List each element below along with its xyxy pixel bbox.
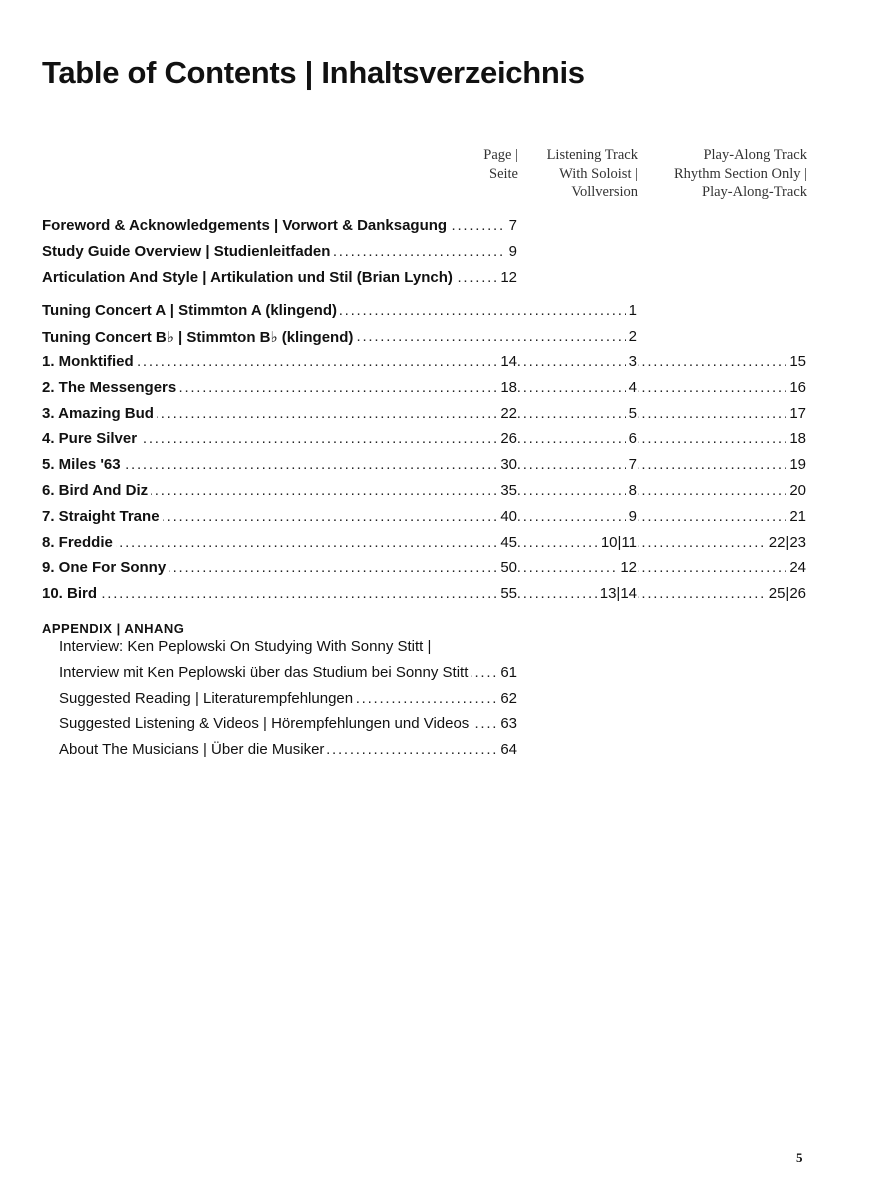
song-entry[interactable] — [0, 405, 872, 431]
song-listening-track: 3 — [626, 353, 638, 370]
song-title: 6. Bird And Diz — [42, 482, 151, 499]
song-title: 1. Monktified — [42, 353, 137, 370]
song-list — [0, 353, 872, 611]
song-playalong-track: 17 — [786, 405, 807, 422]
toc-entry-page: 7 — [506, 217, 518, 234]
song-playalong-track: 16 — [786, 379, 807, 396]
header-listening-line: Vollversion — [571, 184, 638, 200]
appendix-entry-label: Suggested Listening & Videos | Hörempfehlungen und Videos — [59, 715, 472, 732]
song-title: 4. Pure Silver — [42, 430, 140, 447]
toc-entry-page: 9 — [506, 243, 518, 260]
tuning-entry[interactable] — [0, 302, 872, 328]
song-page: 45 — [497, 534, 518, 551]
song-page: 40 — [497, 508, 518, 525]
header-listening-line: Listening Track — [546, 147, 638, 163]
song-page: 14 — [497, 353, 518, 370]
song-page: 22 — [497, 405, 518, 422]
song-page: 35 — [497, 482, 518, 499]
header-playalong-line: Play-Along Track — [703, 147, 807, 163]
song-entry[interactable] — [0, 482, 872, 508]
appendix-heading: APPENDIX | ANHANG — [42, 621, 185, 636]
song-entry[interactable] — [0, 508, 872, 534]
song-page: 18 — [497, 379, 518, 396]
song-playalong-track: 15 — [786, 353, 807, 370]
song-playalong-track: 21 — [786, 508, 807, 525]
header-listening-line: With Soloist | — [559, 165, 638, 182]
toc-entry-label: Articulation And Style | Artikulation und Stil (Brian Lynch) — [42, 269, 456, 286]
toc-entry-label: Study Guide Overview | Studienleitfaden — [42, 243, 333, 260]
appendix-entry-page: 64 — [497, 741, 518, 758]
song-playalong-track: 18 — [786, 430, 807, 447]
header-page-line: Page | — [483, 147, 518, 163]
song-entry[interactable] — [0, 456, 872, 482]
page-number: 5 — [796, 1150, 803, 1165]
appendix-entry[interactable] — [0, 715, 872, 741]
song-entry[interactable] — [0, 585, 872, 611]
song-listening-track: 13|14 — [597, 585, 638, 602]
song-title: 2. The Messengers — [42, 379, 179, 396]
appendix-entry-label: About The Musicians | Über die Musiker — [59, 741, 327, 758]
header-listening-track — [520, 146, 638, 202]
song-entry[interactable] — [0, 534, 872, 560]
tuning-entry-label: Tuning Concert B♭ | Stimmton B♭ (klingend) — [42, 328, 356, 346]
song-title: 7. Straight Trane — [42, 508, 163, 525]
song-listening-track: 5 — [626, 405, 638, 422]
song-listening-track: 9 — [626, 508, 638, 525]
song-entry[interactable] — [0, 559, 872, 585]
header-page — [440, 146, 518, 183]
header-playalong-line: Play-Along-Track — [702, 184, 807, 200]
tuning-entry-label: Tuning Concert A | Stimmton A (klingend) — [42, 302, 340, 319]
front-matter-list — [0, 217, 872, 294]
appendix-entry-page: 61 — [497, 664, 518, 681]
appendix-entry-label: Interview mit Ken Peplowski über das Studium bei Sonny Stitt — [59, 664, 471, 681]
toc-entry[interactable] — [0, 269, 872, 295]
appendix-entry-label: Interview: Ken Peplowski On Studying With Sonny Stitt | — [59, 638, 434, 655]
appendix-entry[interactable] — [0, 664, 872, 690]
song-title: 10. Bird — [42, 585, 100, 602]
header-page-line: Seite — [489, 165, 518, 182]
song-playalong-track: 22|23 — [766, 534, 807, 551]
song-listening-track: 6 — [626, 430, 638, 447]
song-playalong-track: 24 — [786, 559, 807, 576]
page-title: Table of Contents | Inhaltsverzeichnis — [42, 55, 585, 90]
song-entry[interactable] — [0, 379, 872, 405]
appendix-entry-label: Suggested Reading | Literaturempfehlungen — [59, 690, 356, 707]
song-listening-track: 10|11 — [598, 534, 638, 551]
song-playalong-track: 19 — [786, 456, 807, 473]
tuning-entry-track: 2 — [626, 328, 638, 345]
appendix-list — [0, 638, 872, 767]
header-playalong-line: Rhythm Section Only | — [674, 165, 807, 182]
tuning-list — [0, 302, 872, 354]
song-title: 9. One For Sonny — [42, 559, 169, 576]
toc-entry-page: 12 — [497, 269, 518, 286]
song-title: 8. Freddie — [42, 534, 116, 551]
song-title: 3. Amazing Bud — [42, 405, 157, 422]
appendix-entry-line — [0, 638, 872, 664]
song-listening-track: 7 — [626, 456, 638, 473]
song-page: 30 — [497, 456, 518, 473]
toc-entry[interactable] — [0, 243, 872, 269]
song-listening-track: 4 — [626, 379, 638, 396]
appendix-entry-page: 62 — [497, 690, 518, 707]
song-entry[interactable] — [0, 353, 872, 379]
tuning-entry[interactable] — [0, 328, 872, 354]
song-page: 26 — [497, 430, 518, 447]
tuning-entry-track: 1 — [626, 302, 638, 319]
appendix-entry-page: 63 — [497, 715, 518, 732]
toc-entry-label: Foreword & Acknowledgements | Vorwort & Danksagung — [42, 217, 450, 234]
toc-entry[interactable] — [0, 217, 872, 243]
song-page: 50 — [497, 559, 518, 576]
song-listening-track: 12 — [617, 559, 638, 576]
appendix-entry[interactable] — [0, 690, 872, 716]
song-listening-track: 8 — [626, 482, 638, 499]
header-play-along-track — [640, 146, 807, 202]
song-title: 5. Miles '63 — [42, 456, 124, 473]
song-playalong-track: 25|26 — [766, 585, 807, 602]
song-page: 55 — [497, 585, 518, 602]
appendix-entry[interactable] — [0, 741, 872, 767]
song-entry[interactable] — [0, 430, 872, 456]
song-playalong-track: 20 — [786, 482, 807, 499]
